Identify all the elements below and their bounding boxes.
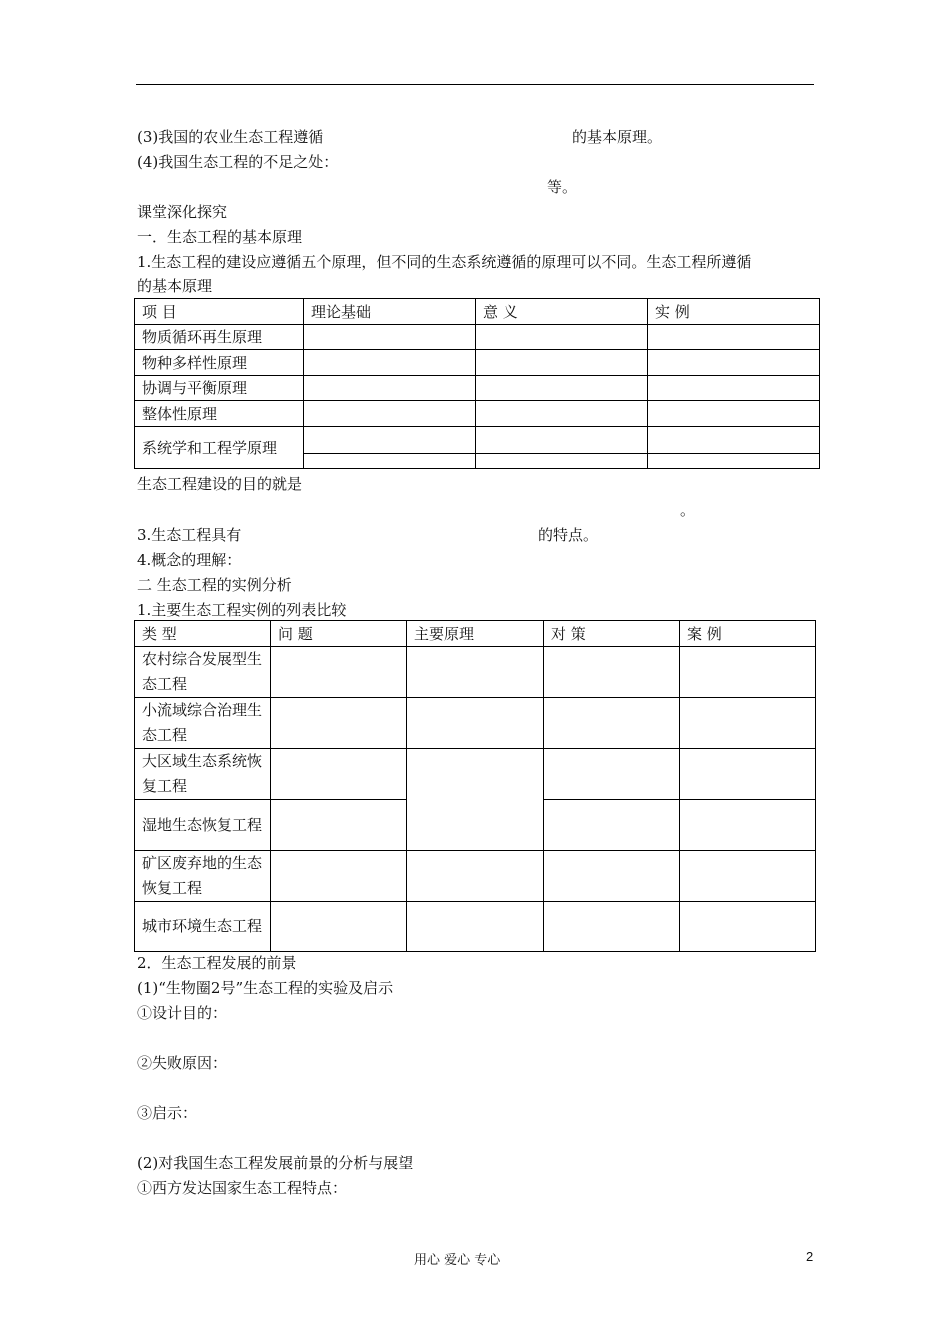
table1-header-example: 实 例 <box>648 299 820 325</box>
table2-cell <box>271 749 407 800</box>
table2-cell <box>407 698 544 749</box>
table1-row-label: 整体性原理 <box>135 401 304 427</box>
paragraph-10: ③启示： <box>137 1104 198 1122</box>
table2-header-measure: 对 策 <box>544 621 680 647</box>
line-3: (3)我国的农业生态工程遵循 <box>137 128 324 146</box>
table1-cell <box>304 325 476 350</box>
section-heading: 课堂深化探究 <box>137 203 228 221</box>
table2-cell <box>407 647 544 698</box>
table2-row-label: 湿地生态恢复工程 <box>135 800 271 851</box>
table1-split-cell <box>304 427 476 469</box>
table2-cell <box>680 800 816 851</box>
paragraph-2-end: 。 <box>680 501 696 519</box>
table2-header-case: 案 例 <box>680 621 816 647</box>
table1-row-label: 物质循环再生原理 <box>135 325 304 350</box>
line-4-end: 等。 <box>547 178 578 196</box>
table2-cell <box>680 902 816 952</box>
paragraph-4: 4.概念的理解： <box>137 551 242 569</box>
table2-cell <box>680 698 816 749</box>
examples-table <box>134 620 816 952</box>
table2-cell <box>271 800 407 851</box>
table2-cell <box>271 698 407 749</box>
table1-cell <box>648 376 820 401</box>
table2-header-problem: 问 题 <box>271 621 407 647</box>
table1-row-label: 物种多样性原理 <box>135 350 304 376</box>
table2-cell <box>544 902 680 952</box>
table1-cell <box>304 350 476 376</box>
table1-cell <box>304 401 476 427</box>
table1-split-cell <box>648 427 820 469</box>
line-4: (4)我国生态工程的不足之处： <box>137 153 339 171</box>
paragraph-9: ②失败原因： <box>137 1054 228 1072</box>
table1-row-label: 系统学和工程学原理 <box>135 427 304 469</box>
paragraph-3: 3.生态工程具有 <box>137 526 242 544</box>
paragraph-7: (1)“生物圈2号”生态工程的实验及启示 <box>137 979 394 997</box>
paragraph-3-end: 的特点。 <box>538 526 599 544</box>
table1-header-item: 项 目 <box>135 299 304 325</box>
paragraph-8: ①设计目的： <box>137 1004 228 1022</box>
header-rule <box>136 84 814 85</box>
table2-header-principle: 主要原理 <box>407 621 544 647</box>
table1-cell <box>476 401 648 427</box>
section-1-title: 一．生态工程的基本原理 <box>137 228 303 246</box>
table2-cell <box>680 647 816 698</box>
table2-row-label: 城市环境生态工程 <box>135 902 271 952</box>
table1-cell <box>648 325 820 350</box>
table2-cell <box>271 851 407 902</box>
paragraph-6: 2．生态工程发展的前景 <box>137 954 297 972</box>
line-3-end: 的基本原理。 <box>572 128 663 146</box>
table2-row-label: 农村综合发展型生态工程 <box>135 647 271 698</box>
table1-header-basis: 理论基础 <box>304 299 476 325</box>
table2-cell <box>407 902 544 952</box>
table1-cell <box>476 376 648 401</box>
table2-row-label: 矿区废弃地的生态恢复工程 <box>135 851 271 902</box>
table2-cell <box>680 749 816 800</box>
table1-header-meaning: 意 义 <box>476 299 648 325</box>
table1-cell <box>304 376 476 401</box>
table2-cell <box>544 749 680 800</box>
paragraph-2: 生态工程建设的目的就是 <box>137 475 303 493</box>
table1-cell <box>476 325 648 350</box>
paragraph-5: 1.主要生态工程实例的列表比较 <box>137 601 347 619</box>
paragraph-12: ①西方发达国家生态工程特点： <box>137 1179 348 1197</box>
table2-cell <box>544 800 680 851</box>
footer-slogan: 用心 爱心 专心 <box>414 1253 501 1268</box>
table2-merged-cell <box>407 749 544 851</box>
section-2-title: 二 生态工程的实例分析 <box>137 576 292 594</box>
principles-table <box>134 298 820 469</box>
table1-cell <box>476 350 648 376</box>
table1-row-label: 协调与平衡原理 <box>135 376 304 401</box>
table2-cell <box>544 851 680 902</box>
page-number: 2 <box>806 1249 814 1264</box>
paragraph-1a: 1.生态工程的建设应遵循五个原理，但不同的生态系统遵循的原理可以不同。生态工程所遵循 <box>137 253 752 271</box>
paragraph-1b: 的基本原理 <box>137 277 213 295</box>
table2-cell <box>271 647 407 698</box>
table2-row-label: 大区域生态系统恢复工程 <box>135 749 271 800</box>
table1-cell <box>648 350 820 376</box>
table2-cell <box>680 851 816 902</box>
paragraph-11: (2)对我国生态工程发展前景的分析与展望 <box>137 1154 414 1172</box>
table2-row-label: 小流域综合治理生态工程 <box>135 698 271 749</box>
table2-cell <box>271 902 407 952</box>
table2-cell <box>544 647 680 698</box>
table2-header-type: 类 型 <box>135 621 271 647</box>
table2-cell <box>544 698 680 749</box>
table1-cell <box>648 401 820 427</box>
table2-cell <box>407 851 544 902</box>
table1-split-cell <box>476 427 648 469</box>
